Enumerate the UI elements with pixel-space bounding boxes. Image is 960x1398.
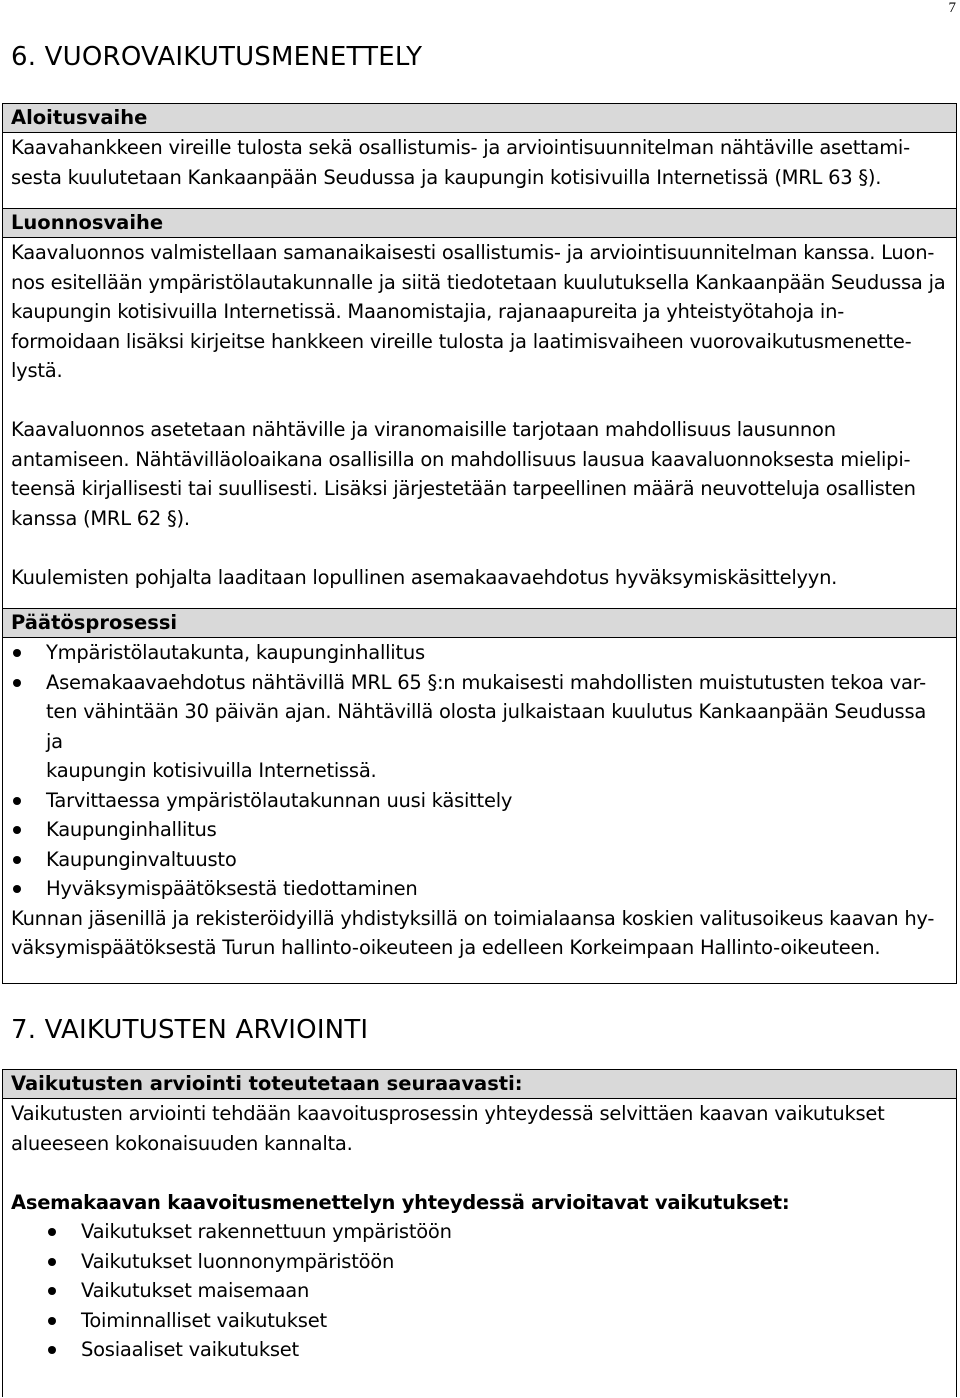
vaikutusten-arviointi-text: Vaikutusten arviointi tehdään kaavoitusprosessin yhteydessä selvittäen kaavan vaikutukset alueeseen kokonaisuuden kannalta. [11,1102,885,1155]
luonnosvaihe-paragraph-2: Kaavaluonnos asetetaan nähtäville ja viranomaisille tarjotaan mahdollisuus lausunnon antamiseen. Nähtävilläoloaikana osallisilla on mahdollisuus lausua kaavaluonnoksesta mielipi- teensä kirjallisesti tai suullisesti. Lisäksi järjestetään tarpeellinen määrä neuvotteluja osallisten kanssa (MRL 62 §). [11,418,916,530]
luonnosvaihe-paragraph-1: Kaavaluonnos valmistellaan samanaikaisesti osallistumis- ja arviointisuunnitelman kanssa. Luon- nos esitellään ympäristölautakunnalle ja siitä tiedotetaan kuulutuksella Kankaanpään Seudussa ja kaupungin kotisivuilla Internetissä. Maanomistajia, rajanaapureita ja yhteistyötahoja in- formoidaan lisäksi kirjeitse hankkeen vireille tulosta ja laatimisvaiheen vuorovaikutusmenette- lystä. [11,241,946,382]
list-item: Ympäristölautakunta, kaupunginhallitus [3,638,956,668]
aloitusvaihe-text: Kaavahankkeen vireille tulosta sekä osallistumis- ja arviointisuunnitelman nähtäville asettami- sesta kuulutetaan Kankaanpään Seudussa ja kaupungin kotisivuilla Internetissä (MRL 63 §). [11,136,910,189]
list-item: Kaupunginvaltuusto [3,845,956,875]
bullet-icon [48,1287,56,1295]
list-item: Vaikutukset luonnonympäristöön [3,1247,956,1277]
bullet-icon [13,649,21,657]
section-7-title: 7. VAIKUTUSTEN ARVIOINTI [11,1015,369,1045]
section-7-box [2,1069,957,1397]
bullet-icon [13,679,21,687]
aloitusvaihe-heading: Aloitusvaihe [3,104,956,133]
page-number: 7 [948,0,956,16]
bullet-icon [13,856,21,864]
list-item: Kaupunginhallitus [3,815,956,845]
section-6-box [2,103,957,984]
paatosprosessi-closing: Kunnan jäsenillä ja rekisteröidyillä yhdistyksillä on toimialaansa koskien valitusoikeus kaavan hy- väksymispäätöksestä Turun hallinto-oikeuteen ja edelleen Korkeimpaan Hallinto-oikeuteen. [11,906,935,959]
arvioitavat-vaikutukset-list [3,1217,956,1365]
list-item: Toiminnalliset vaikutukset [3,1306,956,1336]
paatosprosessi-list [3,638,956,904]
list-item: Asemakaavaehdotus nähtävillä MRL 65 §:n mukaisesti mahdollisten muistutusten tekoa var- ten vähintään 30 päivän ajan. Nähtävillä olosta julkaistaan kuulutus Kankaanpään Seudussa ja kaupungin kotisivuilla Internetissä. [3,668,956,786]
paatosprosessi-heading: Päätösprosessi [3,608,956,638]
list-item: Vaikutukset rakennettuun ympäristöön [3,1217,956,1247]
bullet-icon [13,797,21,805]
luonnosvaihe-paragraph-3: Kuulemisten pohjalta laaditaan lopullinen asemakaavaehdotus hyväksymiskäsittelyyn. [11,565,838,589]
bullet-icon [48,1317,56,1325]
section-6-title: 6. VUOROVAIKUTUSMENETTELY [11,42,423,72]
bullet-icon [13,885,21,893]
list-item: Vaikutukset maisemaan [3,1276,956,1306]
vaikutusten-arviointi-heading: Vaikutusten arviointi toteutetaan seuraavasti: [3,1070,956,1099]
bullet-icon [13,826,21,834]
list-item: Hyväksymispäätöksestä tiedottaminen [3,874,956,904]
bullet-icon [48,1258,56,1266]
arvioitavat-vaikutukset-heading: Asemakaavan kaavoitusmenettelyn yhteydessä arvioitavat vaikutukset: [11,1190,790,1214]
list-item: Sosiaaliset vaikutukset [3,1335,956,1365]
list-item: Tarvittaessa ympäristölautakunnan uusi käsittely [3,786,956,816]
luonnosvaihe-heading: Luonnosvaihe [3,208,956,238]
bullet-icon [48,1228,56,1236]
bullet-icon [48,1346,56,1354]
